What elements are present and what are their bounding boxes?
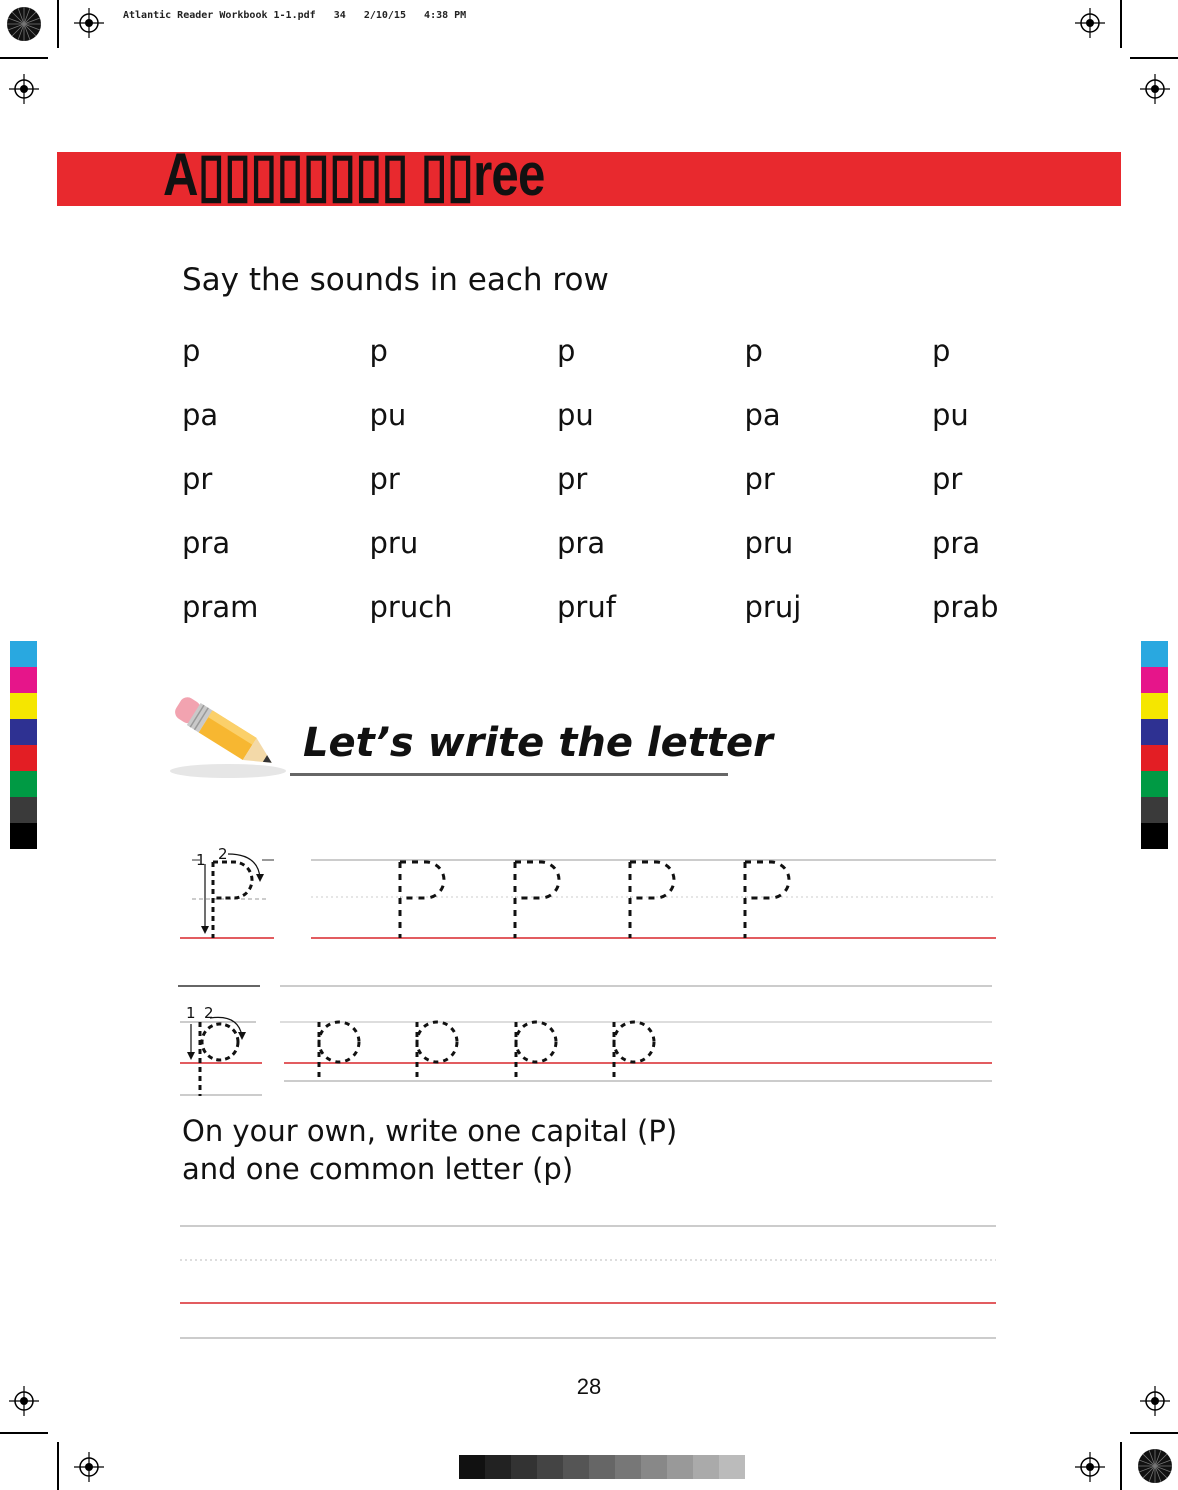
sound-cell: p [932, 334, 951, 368]
capital-stroke-2: 2 [218, 845, 228, 863]
color-swatch [1141, 693, 1168, 719]
slug-time: 4:38 PM [424, 10, 467, 21]
color-swatch [10, 823, 37, 849]
sound-cell: p [557, 334, 576, 368]
trim-mark [1130, 57, 1178, 59]
gray-swatch [563, 1455, 589, 1479]
sound-cell: pru [744, 526, 794, 560]
dotted-lower-p [417, 1022, 457, 1080]
gray-swatch [641, 1455, 667, 1479]
registration-mark-icon [74, 8, 104, 38]
color-swatch [1141, 745, 1168, 771]
color-swatch [10, 745, 37, 771]
capital-p-tracing-row [176, 840, 1006, 950]
trim-mark [0, 57, 48, 59]
banner-title: A▯▯▯▯▯▯▯▯ ▯▯ree [163, 141, 545, 208]
gray-swatch [459, 1455, 485, 1479]
slug-date: 2/10/15 [363, 10, 406, 21]
sound-cell: p [182, 334, 201, 368]
sound-cell: pu [369, 398, 407, 432]
color-swatch [1141, 823, 1168, 849]
sound-cell: pra [932, 526, 981, 560]
trim-mark [1120, 1442, 1122, 1490]
gray-swatch [615, 1455, 641, 1479]
registration-mark-icon [1075, 1452, 1105, 1482]
slug-filename: Atlantic Reader Workbook 1-1.pdf [123, 10, 316, 21]
sound-cell: pra [557, 526, 606, 560]
sound-cell: p [369, 334, 388, 368]
trim-mark [57, 0, 59, 48]
color-swatch [10, 667, 37, 693]
trim-mark [0, 1432, 48, 1434]
color-swatch [1141, 667, 1168, 693]
sound-cell: pra [182, 526, 231, 560]
lower-stroke-2: 2 [204, 1004, 214, 1022]
color-bar-right [1141, 641, 1168, 849]
gray-swatch [511, 1455, 537, 1479]
color-swatch [1141, 641, 1168, 667]
dotted-lower-p [516, 1022, 556, 1080]
color-swatch [1141, 771, 1168, 797]
color-swatch [10, 641, 37, 667]
lower-stroke-1: 1 [186, 1004, 196, 1022]
dotted-lower-p [614, 1022, 654, 1080]
own-instruction-line-2: and one common letter (p) [182, 1152, 574, 1186]
sound-cell: pr [744, 462, 775, 496]
sound-cell: pram [182, 590, 259, 624]
color-swatch [1141, 797, 1168, 823]
gray-scale-strip [459, 1455, 745, 1479]
color-swatch [1141, 719, 1168, 745]
heading-underline [290, 773, 728, 776]
registration-mark-icon [74, 1452, 104, 1482]
page-number: 28 [576, 1374, 602, 1399]
sound-cell: pr [369, 462, 400, 496]
gray-swatch [719, 1455, 745, 1479]
color-swatch [10, 771, 37, 797]
sound-cell: pa [744, 398, 781, 432]
dotted-capital-p [400, 862, 444, 938]
sound-cell: pruf [557, 590, 616, 624]
starburst-icon [5, 5, 43, 43]
sound-cell: pu [557, 398, 594, 432]
sound-cell: pr [182, 462, 213, 496]
own-writing-lines[interactable] [178, 1220, 1000, 1346]
sound-cell: pruj [744, 590, 802, 624]
registration-mark-icon [1140, 74, 1170, 104]
write-letter-heading: Let’s write the letter [303, 720, 773, 766]
own-instruction [182, 1112, 677, 1188]
sound-cell: pu [932, 398, 969, 432]
slug-sheet: 34 [333, 10, 346, 21]
trim-mark [1130, 1432, 1178, 1434]
lower-p-tracing-row [176, 980, 1006, 1100]
print-slug [123, 10, 466, 21]
gray-swatch [537, 1455, 563, 1479]
color-bar-left [10, 641, 37, 849]
sound-cell: p [744, 334, 763, 368]
registration-mark-icon [1075, 8, 1105, 38]
dotted-capital-p [745, 862, 789, 938]
starburst-icon [1136, 1447, 1174, 1485]
gray-swatch [485, 1455, 511, 1479]
color-swatch [10, 797, 37, 823]
gray-swatch [693, 1455, 719, 1479]
sound-cell: prab [932, 590, 999, 624]
sounds-instruction: Say the sounds in each row [182, 262, 609, 298]
dotted-capital-p [515, 862, 559, 938]
dotted-capital-p [630, 862, 674, 938]
sound-cell: pr [557, 462, 588, 496]
gray-swatch [589, 1455, 615, 1479]
trim-mark [57, 1442, 59, 1490]
own-instruction-line-1: On your own, write one capital (P) [182, 1114, 678, 1148]
color-swatch [10, 719, 37, 745]
sound-cell: pru [369, 526, 419, 560]
dotted-lower-p [319, 1022, 359, 1080]
capital-stroke-1: 1 [196, 851, 206, 869]
trim-mark [1120, 0, 1122, 48]
sound-cell: pa [182, 398, 219, 432]
pencil-icon [158, 683, 288, 783]
color-swatch [10, 693, 37, 719]
sound-cell: pruch [369, 590, 453, 624]
sound-cell: pr [932, 462, 963, 496]
registration-mark-icon [9, 74, 39, 104]
gray-swatch [667, 1455, 693, 1479]
